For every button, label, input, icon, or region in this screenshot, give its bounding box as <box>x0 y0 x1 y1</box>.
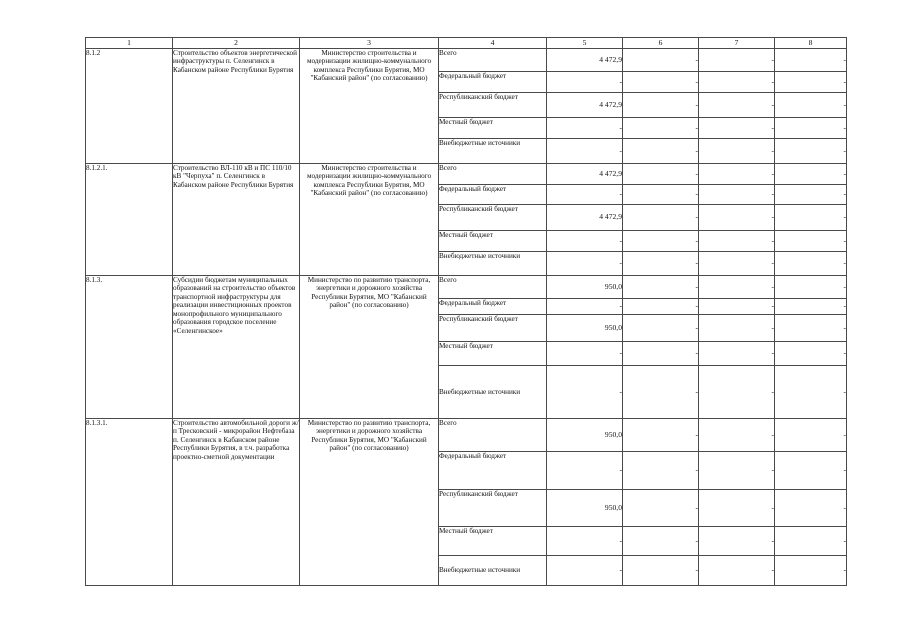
value-cell: - <box>623 118 699 139</box>
value-cell: - <box>699 366 775 419</box>
value-cell: - <box>623 252 699 276</box>
value-cell: - <box>699 252 775 276</box>
value-cell: - <box>775 164 847 185</box>
header-cell: 7 <box>699 38 775 49</box>
value-cell: - <box>623 452 699 490</box>
value-cell: - <box>623 72 699 93</box>
value-cell: 4 472,9 <box>547 49 623 72</box>
header-cell: 8 <box>775 38 847 49</box>
value-cell: - <box>547 366 623 419</box>
value-cell: - <box>699 185 775 205</box>
value-cell: - <box>623 315 699 342</box>
item-name: Субсидии бюджетам муниципальных образований на строительство объектов транспортной инфраструктуры для реализации инвестиционных проектов монопрофильного муниципального образования городское поселение «Селенгинское» <box>173 276 300 419</box>
funding-source: Всего <box>439 49 547 72</box>
value-cell: - <box>699 118 775 139</box>
value-cell: - <box>547 139 623 164</box>
value-cell: - <box>775 276 847 299</box>
value-cell: - <box>547 72 623 93</box>
value-cell: - <box>547 299 623 315</box>
table-row <box>86 276 847 299</box>
budget-table <box>85 37 847 586</box>
funding-source: Республиканский бюджет <box>439 205 547 231</box>
item-executor: Министерство по развитию транспорта, энергетики и дорожного хозяйства Республики Бурятия, МО "Кабанский район" (по согласованию) <box>300 419 439 586</box>
value-cell: - <box>775 231 847 252</box>
funding-source: Внебюджетные источники <box>439 556 547 586</box>
value-cell: - <box>623 139 699 164</box>
funding-source: Местный бюджет <box>439 231 547 252</box>
value-cell: - <box>699 419 775 452</box>
item-name: Строительство автомобильной дороги ж/п Тресковский - микрорайон Нефтебаза п. Селенгинск в Кабанском районе Республики Бурятия, в т.ч. разработка проектно-сметной документации <box>173 419 300 586</box>
value-cell: - <box>547 185 623 205</box>
value-cell: - <box>623 49 699 72</box>
value-cell: - <box>775 299 847 315</box>
value-cell: - <box>775 185 847 205</box>
value-cell: - <box>775 205 847 231</box>
value-cell: - <box>623 231 699 252</box>
value-cell: - <box>775 527 847 556</box>
item-code: 8.1.3.1. <box>86 419 173 586</box>
value-cell: - <box>623 366 699 419</box>
funding-source: Всего <box>439 276 547 299</box>
value-cell: - <box>775 556 847 586</box>
value-cell: 4 472,9 <box>547 93 623 118</box>
value-cell: - <box>699 342 775 366</box>
funding-source: Республиканский бюджет <box>439 490 547 527</box>
funding-source: Внебюджетные источники <box>439 252 547 276</box>
item-code: 8.1.3. <box>86 276 173 419</box>
value-cell: - <box>699 315 775 342</box>
table-row <box>86 419 847 452</box>
item-code: 8.1.2.1. <box>86 164 173 276</box>
item-executor: Министерство по развитию транспорта, энергетики и дорожного хозяйства Республики Бурятия, МО "Кабанский район" (по согласованию) <box>300 276 439 419</box>
table-row <box>86 164 847 185</box>
header-cell: 1 <box>86 38 173 49</box>
funding-source: Республиканский бюджет <box>439 315 547 342</box>
value-cell: 950,0 <box>547 490 623 527</box>
value-cell: 950,0 <box>547 419 623 452</box>
value-cell: - <box>775 93 847 118</box>
value-cell: - <box>775 139 847 164</box>
funding-source: Федеральный бюджет <box>439 452 547 490</box>
value-cell: - <box>775 490 847 527</box>
value-cell: - <box>699 556 775 586</box>
value-cell: - <box>699 231 775 252</box>
value-cell: - <box>775 315 847 342</box>
value-cell: 4 472,9 <box>547 205 623 231</box>
value-cell: - <box>699 205 775 231</box>
table-row <box>86 49 847 72</box>
value-cell: - <box>775 419 847 452</box>
header-cell: 2 <box>173 38 300 49</box>
header-cell: 4 <box>439 38 547 49</box>
value-cell: 950,0 <box>547 276 623 299</box>
value-cell: - <box>623 527 699 556</box>
value-cell: - <box>775 49 847 72</box>
item-code: 8.1.2 <box>86 49 173 164</box>
value-cell: 4 472,9 <box>547 164 623 185</box>
value-cell: - <box>699 93 775 118</box>
header-cell: 3 <box>300 38 439 49</box>
funding-source: Внебюджетные источники <box>439 139 547 164</box>
funding-source: Местный бюджет <box>439 342 547 366</box>
value-cell: - <box>623 185 699 205</box>
value-cell: - <box>699 527 775 556</box>
value-cell: - <box>775 366 847 419</box>
value-cell: - <box>547 527 623 556</box>
funding-source: Федеральный бюджет <box>439 185 547 205</box>
value-cell: - <box>699 452 775 490</box>
value-cell: - <box>775 342 847 366</box>
header-cell: 6 <box>623 38 699 49</box>
item-executor: Министерство строительства и модернизации жилищно-коммунального комплекса Республики Бурятия, МО "Кабанский район" (по согласованию) <box>300 49 439 164</box>
value-cell: 950,0 <box>547 315 623 342</box>
value-cell: - <box>775 452 847 490</box>
value-cell: - <box>699 276 775 299</box>
value-cell: - <box>623 299 699 315</box>
funding-source: Местный бюджет <box>439 527 547 556</box>
value-cell: - <box>699 299 775 315</box>
funding-source: Внебюджетные источники <box>439 366 547 419</box>
value-cell: - <box>623 342 699 366</box>
value-cell: - <box>775 118 847 139</box>
funding-source: Федеральный бюджет <box>439 299 547 315</box>
item-name: Строительство ВЛ-110 кВ и ПС 110/10 кВ "Черпуха" п. Селенгинск в Кабанском районе Республики Бурятия <box>173 164 300 276</box>
value-cell: - <box>699 72 775 93</box>
value-cell: - <box>775 252 847 276</box>
value-cell: - <box>623 490 699 527</box>
value-cell: - <box>623 164 699 185</box>
value-cell: - <box>547 452 623 490</box>
value-cell: - <box>699 139 775 164</box>
value-cell: - <box>623 556 699 586</box>
funding-source: Всего <box>439 164 547 185</box>
funding-source: Федеральный бюджет <box>439 72 547 93</box>
value-cell: - <box>699 490 775 527</box>
value-cell: - <box>623 419 699 452</box>
funding-source: Всего <box>439 419 547 452</box>
value-cell: - <box>547 556 623 586</box>
value-cell: - <box>775 72 847 93</box>
value-cell: - <box>699 164 775 185</box>
header-row <box>86 38 847 49</box>
value-cell: - <box>547 118 623 139</box>
item-executor: Министерство строительства и модернизации жилищно-коммунального комплекса Республики Бурятия, МО "Кабанский район" (по согласованию) <box>300 164 439 276</box>
value-cell: - <box>623 276 699 299</box>
value-cell: - <box>547 252 623 276</box>
item-name: Строительство объектов энергетической инфраструктуры п. Селенгинск в Кабанском районе Республики Бурятия <box>173 49 300 164</box>
header-cell: 5 <box>547 38 623 49</box>
value-cell: - <box>547 342 623 366</box>
value-cell: - <box>623 205 699 231</box>
funding-source: Местный бюджет <box>439 118 547 139</box>
value-cell: - <box>547 231 623 252</box>
funding-source: Республиканский бюджет <box>439 93 547 118</box>
value-cell: - <box>623 93 699 118</box>
value-cell: - <box>699 49 775 72</box>
